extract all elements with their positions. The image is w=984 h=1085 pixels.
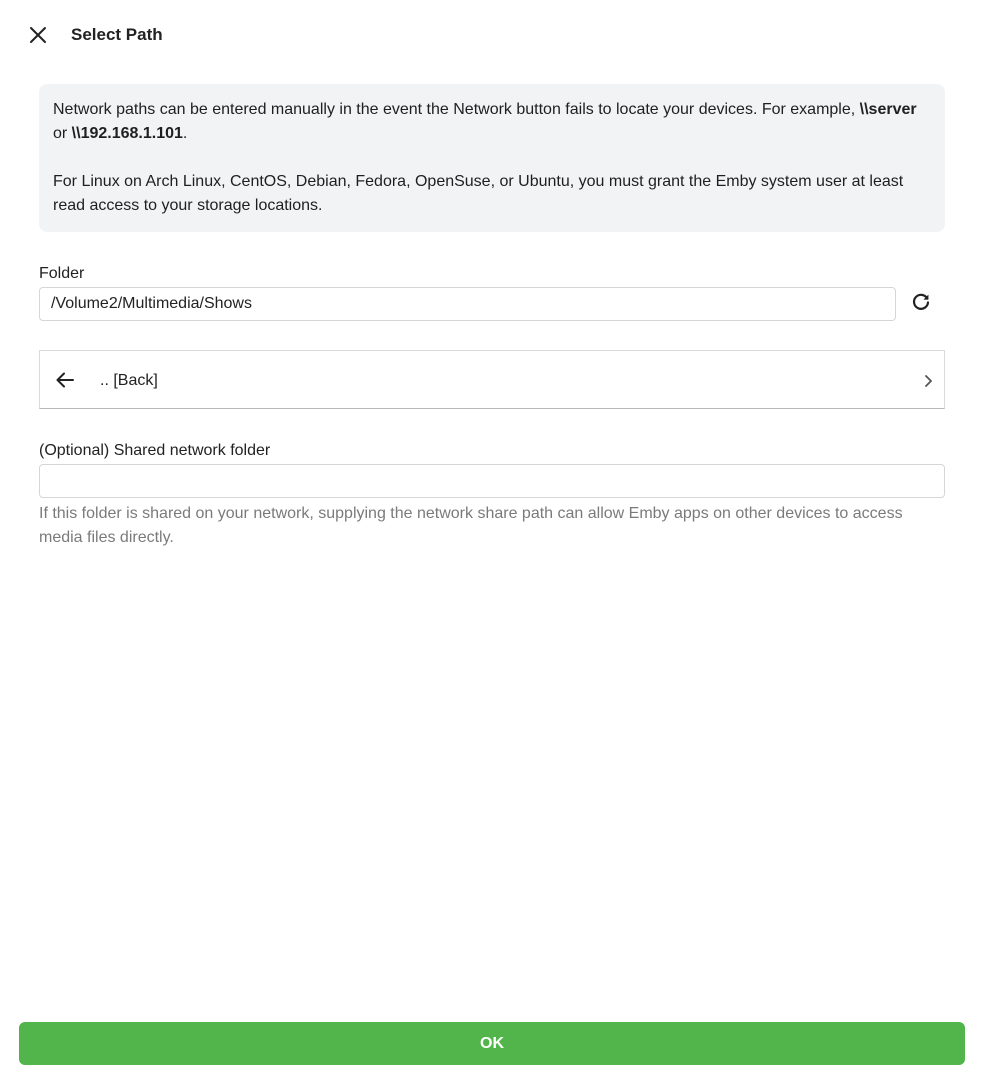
dialog-title: Select Path [71,25,163,44]
directory-list [39,350,945,409]
refresh-button[interactable] [904,285,938,319]
example-ip-path: \\192.168.1.101 [71,125,183,142]
close-icon [29,26,47,44]
shared-folder-help: If this folder is shared on your network, supplying the network share path can allow Emby apps on other devices to access media files directly. [39,505,903,546]
dialog-header [0,0,984,70]
list-item-back[interactable] [40,351,944,408]
folder-input[interactable] [39,287,896,321]
folder-label: Folder [39,265,85,282]
info-paragraph-2: For Linux on Arch Linux, CentOS, Debian, Fedora, OpenSuse, or Ubuntu, you must grant the Emby system user at least read access to your storage locations. [53,173,904,214]
refresh-icon [911,292,931,312]
ok-button[interactable]: OK [19,1022,965,1065]
close-button[interactable] [22,19,54,51]
example-server-path: \\server [859,101,917,118]
network-path-info [39,84,945,232]
shared-folder-input[interactable] [39,464,945,498]
chevron-right-icon [922,373,934,389]
shared-folder-label: (Optional) Shared network folder [39,442,271,459]
list-item-label: .. [Back] [100,372,158,389]
info-paragraph-1: Network paths can be entered manually in the event the Network button fails to locate your devices. For example, \\server or \\192.168.1.101. [53,101,917,142]
arrow-left-icon [54,370,76,390]
